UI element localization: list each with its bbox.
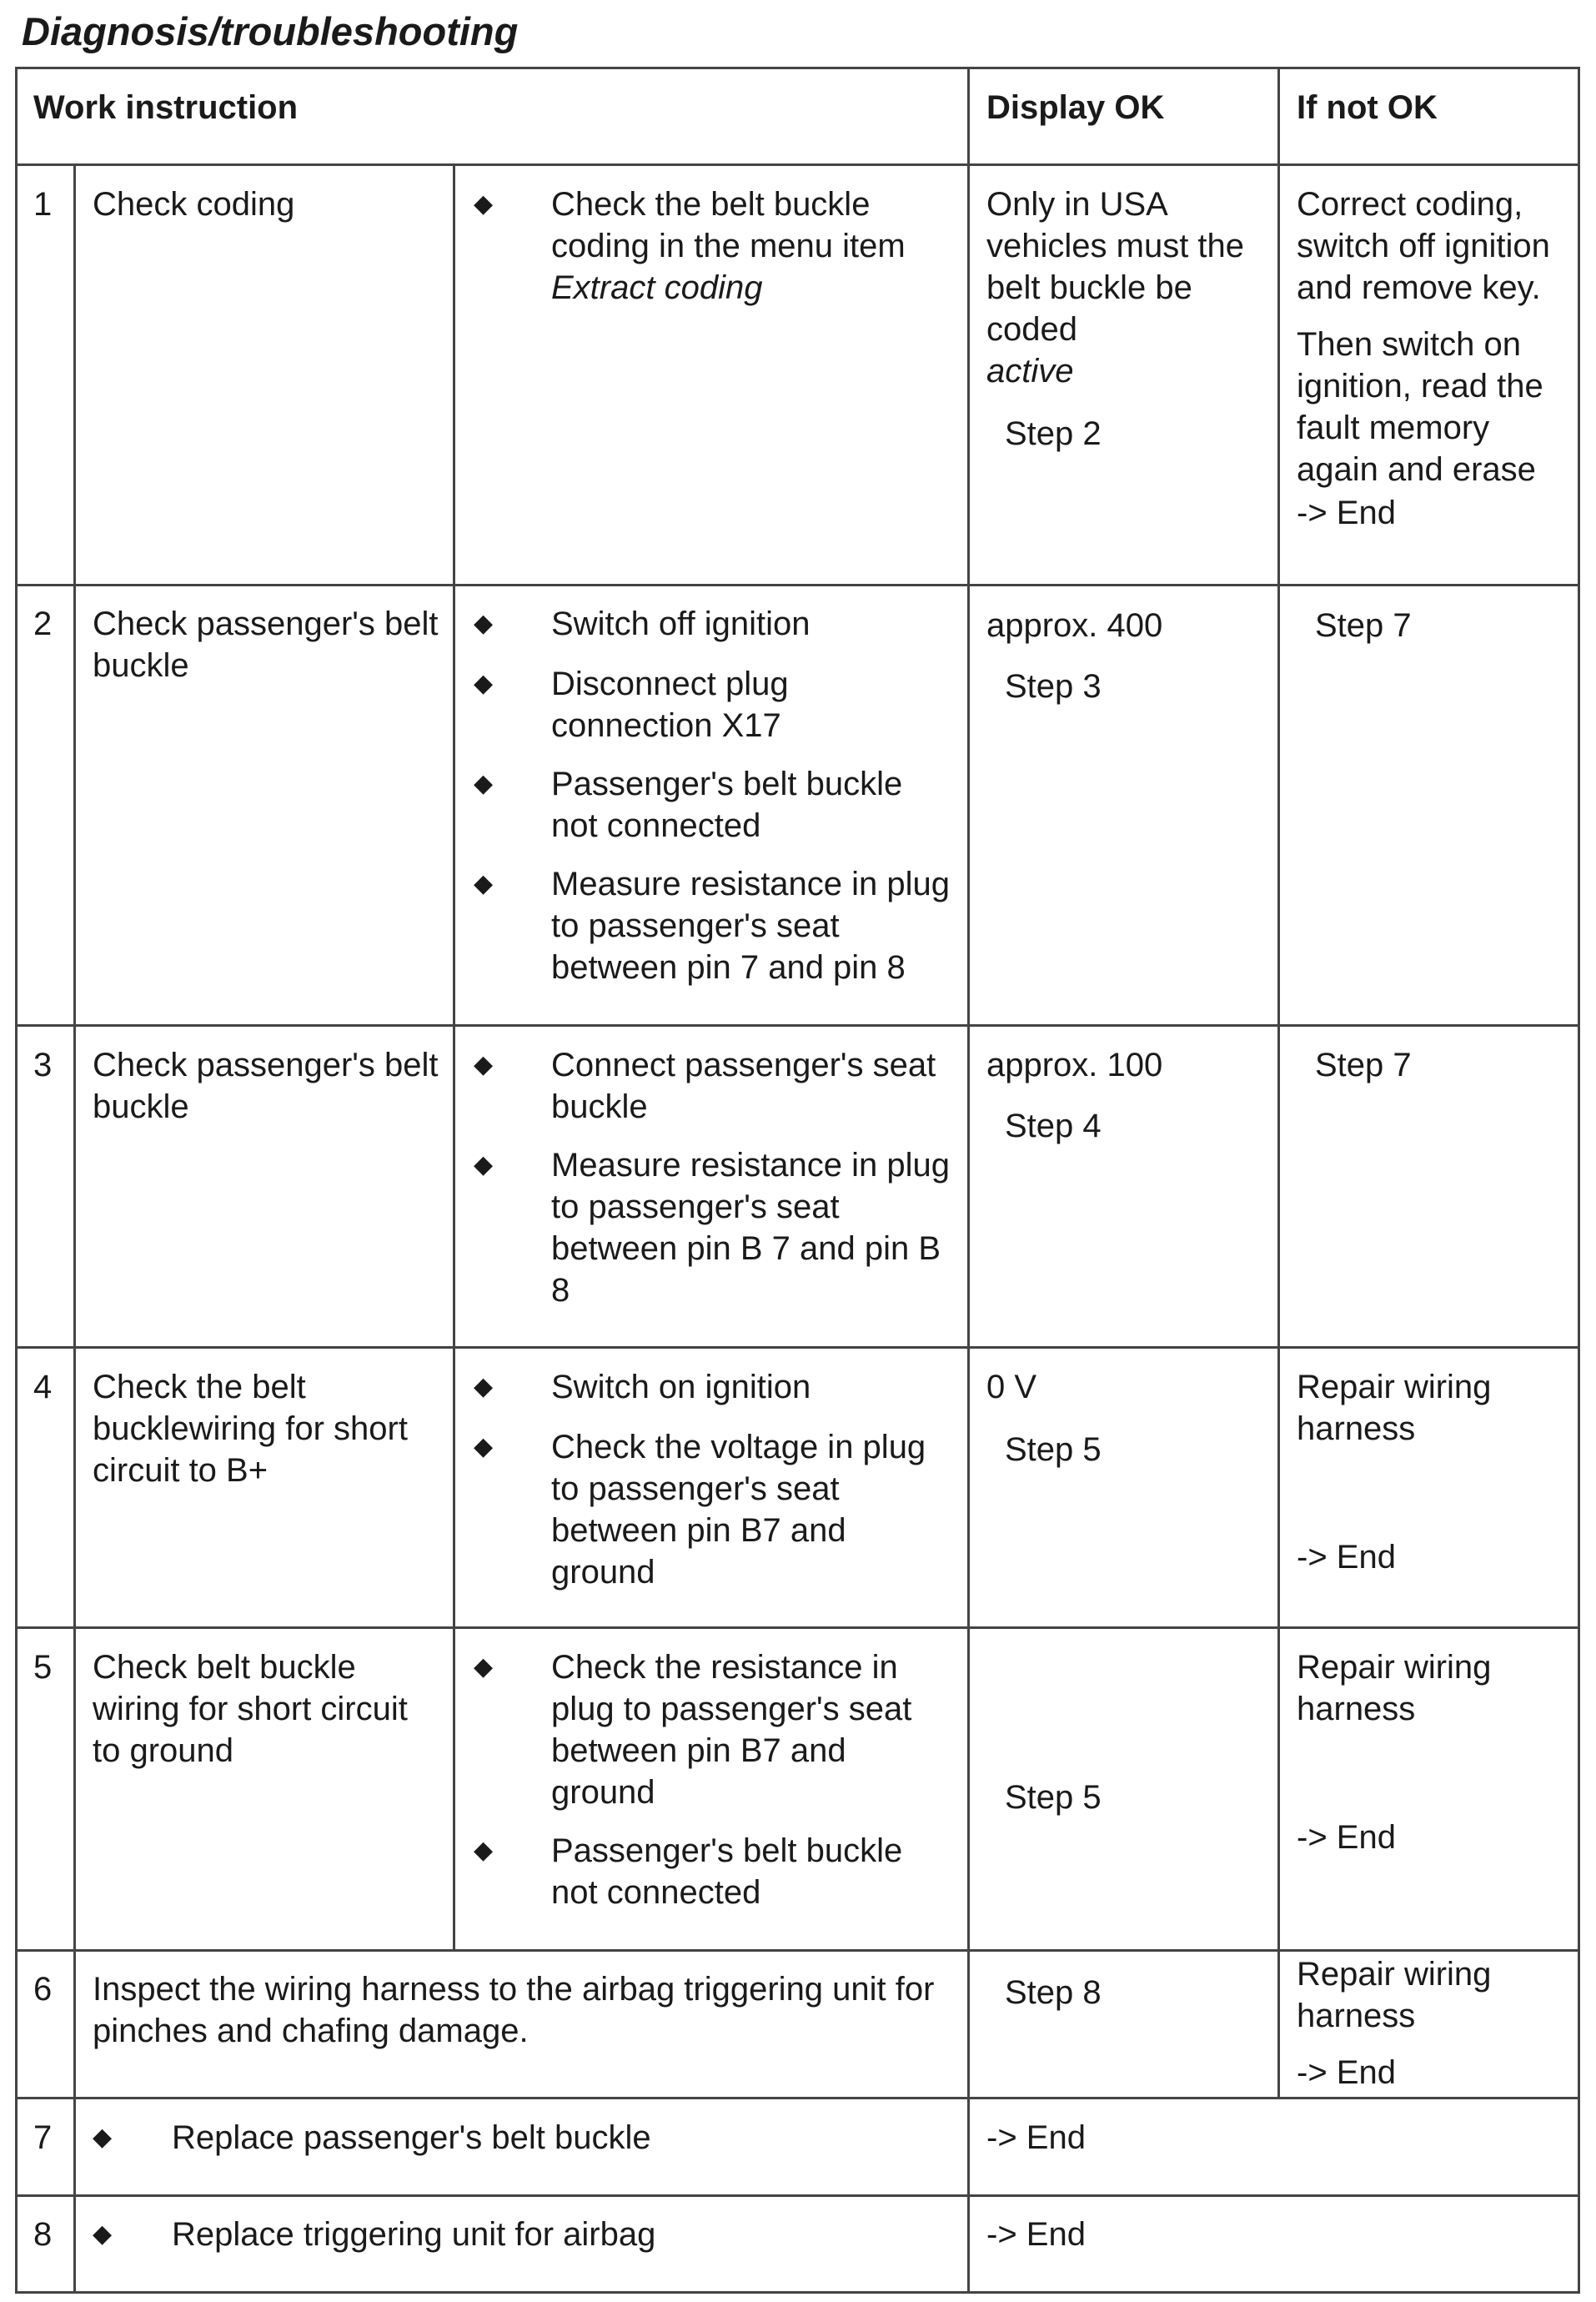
not-ok-text: Repair wiring harness [1297,1649,1492,1727]
table-rule [15,2291,1580,2294]
instruction-text: Measure resistance in plug to passenger's seat between pin 7 and pin 8 [551,866,951,986]
instruction-text: Passenger's belt buckle not connected [551,766,903,844]
action-result: -> End [986,2216,1086,2253]
check-label: Check belt buckle wiring for short circuit to ground [93,1649,408,1769]
display-ok-next-step: Step 5 [1005,1431,1102,1468]
table-rule [15,584,1580,586]
table-rule [15,1346,1580,1349]
display-ok-next-step: Step 5 [1005,1779,1102,1816]
not-ok-result: -> End [1297,1539,1396,1576]
not-ok-next-step: Step 7 [1315,607,1412,644]
bullet-icon: ◆ [474,610,494,637]
instruction-text: Switch off ignition [551,606,811,642]
check-label: Check passenger's belt buckle [93,606,439,684]
display-ok-text: 0 V [986,1369,1037,1405]
display-ok-next-step: Step 3 [1005,668,1102,705]
step-number: 4 [33,1369,53,1405]
instruction-text [551,183,951,309]
display-ok-text: approx. 100 [986,1047,1163,1083]
table-rule [1277,67,1280,2097]
header-display-ok: Display OK [986,89,1165,126]
not-ok-result: -> End [1297,1819,1396,1856]
bullet-icon: ◆ [474,1653,494,1681]
table-rule [73,163,76,2294]
not-ok-result: -> End [1297,2054,1396,2091]
check-label: Check coding [93,186,295,223]
not-ok-text: Then switch on ignition, read the fault memory again and erase [1297,326,1543,488]
table-rule [15,1024,1580,1027]
table-rule [15,163,1580,166]
table-rule [15,67,18,2294]
header-if-not-ok: If not OK [1297,89,1438,126]
diagnosis-table [15,67,1580,2294]
header-work-instruction: Work instruction [33,89,299,126]
bullet-icon: ◆ [474,1373,494,1400]
step-number: 5 [33,1649,53,1686]
instruction-text: Measure resistance in plug to passenger's seat between pin B 7 and pin B 8 [551,1147,951,1309]
table-rule [967,67,970,2294]
bullet-icon: ◆ [474,1051,494,1078]
display-ok-next-step: Step 4 [1005,1108,1102,1144]
bullet-icon: ◆ [474,670,494,697]
display-ok-next-step: Step 8 [1005,1974,1102,2011]
display-ok-text: Only in USA vehicles must the belt buckle be coded [986,186,1245,348]
bullet-icon: ◆ [474,1433,494,1460]
bullet-icon: ◆ [474,870,494,897]
instruction-text: Check the resistance in plug to passenger's seat between pin B7 and ground [551,1649,912,1811]
step-number: 3 [33,1047,53,1083]
bullet-icon: ◆ [474,1151,494,1179]
display-ok-text: approx. 400 [986,607,1163,644]
display-ok-value: active [986,353,1074,390]
instruction-text: Passenger's belt buckle not connected [551,1832,903,1911]
step-number: 2 [33,606,53,642]
step-number: 6 [33,1971,53,2008]
action-text: Replace triggering unit for airbag [172,2216,656,2253]
table-rule [15,2097,1580,2099]
check-label: Inspect the wiring harness to the airbag triggering unit for pinches and chafing damage. [93,1971,935,2049]
instruction-main: Check the belt buckle coding in the menu item [551,186,906,264]
step-number: 1 [33,186,53,223]
check-label: Check the belt bucklewiring for short circuit to B+ [93,1369,408,1489]
action-result: -> End [986,2119,1086,2156]
bullet-icon: ◆ [474,1837,494,1864]
bullet-icon: ◆ [93,2220,113,2248]
instruction-menu-item: Extract coding [551,269,763,306]
not-ok-result: -> End [1297,495,1396,531]
display-ok-next-step: Step 2 [1005,415,1102,452]
table-rule [15,67,1580,69]
not-ok-text: Repair wiring harness [1297,1956,1492,2034]
bullet-icon: ◆ [474,190,494,218]
bullet-icon: ◆ [474,770,494,797]
not-ok-text: Repair wiring harness [1297,1369,1492,1447]
table-rule [1578,67,1580,2294]
page-title: Diagnosis/troubleshooting [22,9,519,53]
action-text: Replace passenger's belt buckle [172,2119,651,2156]
not-ok-text: Correct coding, switch off ignition and remove key. [1297,186,1550,306]
check-label: Check passenger's belt buckle [93,1047,439,1125]
step-number: 7 [33,2119,53,2156]
not-ok-next-step: Step 7 [1315,1047,1412,1083]
instruction-text: Disconnect plug connection X17 [551,666,789,744]
instruction-text: Connect passenger's seat buckle [551,1047,936,1125]
instruction-text: Check the voltage in plug to passenger's seat between pin B7 and ground [551,1429,926,1591]
table-rule [15,1626,1580,1629]
table-rule [453,163,455,1949]
bullet-icon: ◆ [93,2124,113,2151]
table-rule [15,1949,1580,1952]
instruction-text: Switch on ignition [551,1369,811,1405]
table-rule [15,2194,1580,2197]
step-number: 8 [33,2216,53,2253]
